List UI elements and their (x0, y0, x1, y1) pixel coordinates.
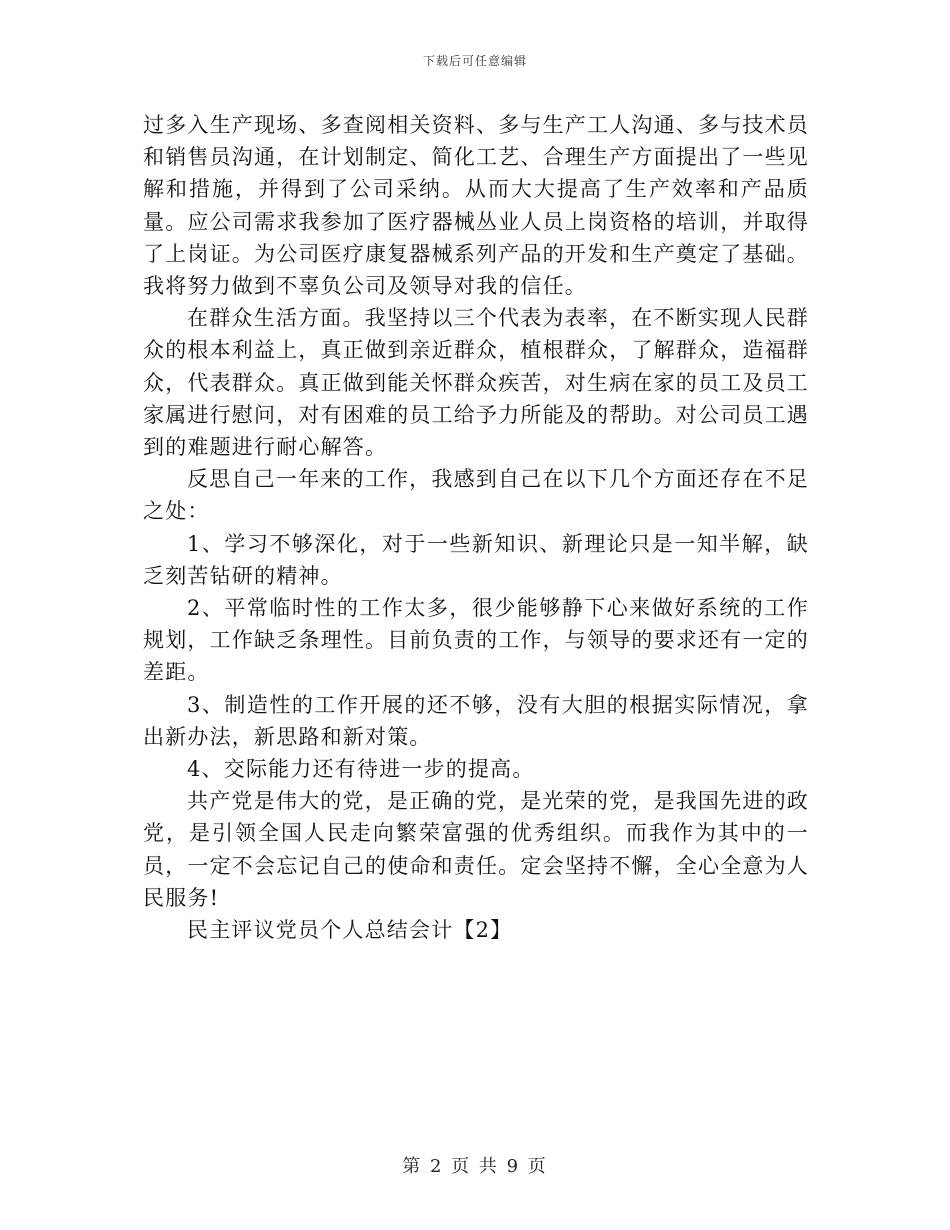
page-footer-page-number: 第 2 页 共 9 页 (402, 1156, 548, 1177)
section-title: 民主评议党员个人总结会计【2】 (187, 918, 513, 943)
list-item-shortcoming-1: 1、学习不够深化，对于一些新知识、新理论只是一知半解，缺乏刻苦钻研的精神。 (143, 531, 809, 588)
list-item-shortcoming-4: 4、交际能力还有待进一步的提高。 (187, 757, 535, 782)
paragraph-work-continuation: 过多入生产现场、多查阅相关资料、多与生产工人沟通、多与技术员和销售员沟通，在计划制定、简化工艺、合理生产方面提出了一些见解和措施，并得到了公司采纳。从而大大提高了生产效率和产品质量。应公司需求我参加了医疗器械丛业人员上岗资格的培训，并取得了上岗证。为公司医疗康复器械系列产品的开发和生产奠定了基础。我将努力做到不辜负公司及领导对我的信任。 (143, 113, 809, 299)
list-item-shortcoming-3: 3、制造性的工作开展的还不够，没有大胆的根据实际情况，拿出新办法，新思路和新对策。 (143, 692, 809, 749)
list-item-shortcoming-2: 2、平常临时性的工作太多，很少能够静下心来做好系统的工作规划，工作缺乏条理性。目前负责的工作，与领导的要求还有一定的差距。 (143, 596, 809, 685)
document-body (143, 109, 809, 946)
page-header: 下载后可任意编辑 (422, 54, 527, 68)
paragraph-mass-life: 在群众生活方面。我坚持以三个代表为表率，在不断实现人民群众的根本利益上，真正做到亲近群众，植根群众，了解群众，造福群众，代表群众。真正做到能关怀群众疾苦，对生病在家的员工及员工家属进行慰问，对有困难的员工给予力所能及的帮助。对公司员工遇到的难题进行耐心解答。 (143, 306, 809, 460)
paragraph-reflection-intro: 反思自己一年来的工作，我感到自己在以下几个方面还存在不足之处： (143, 467, 809, 524)
paragraph-party-commitment: 共产党是伟大的党，是正确的党，是光荣的党，是我国先进的政党，是引领全国人民走向繁荣富强的优秀组织。而我作为其中的一员，一定不会忘记自己的使命和责任。定会坚持不懈，全心全意为人民服务! (143, 789, 809, 910)
